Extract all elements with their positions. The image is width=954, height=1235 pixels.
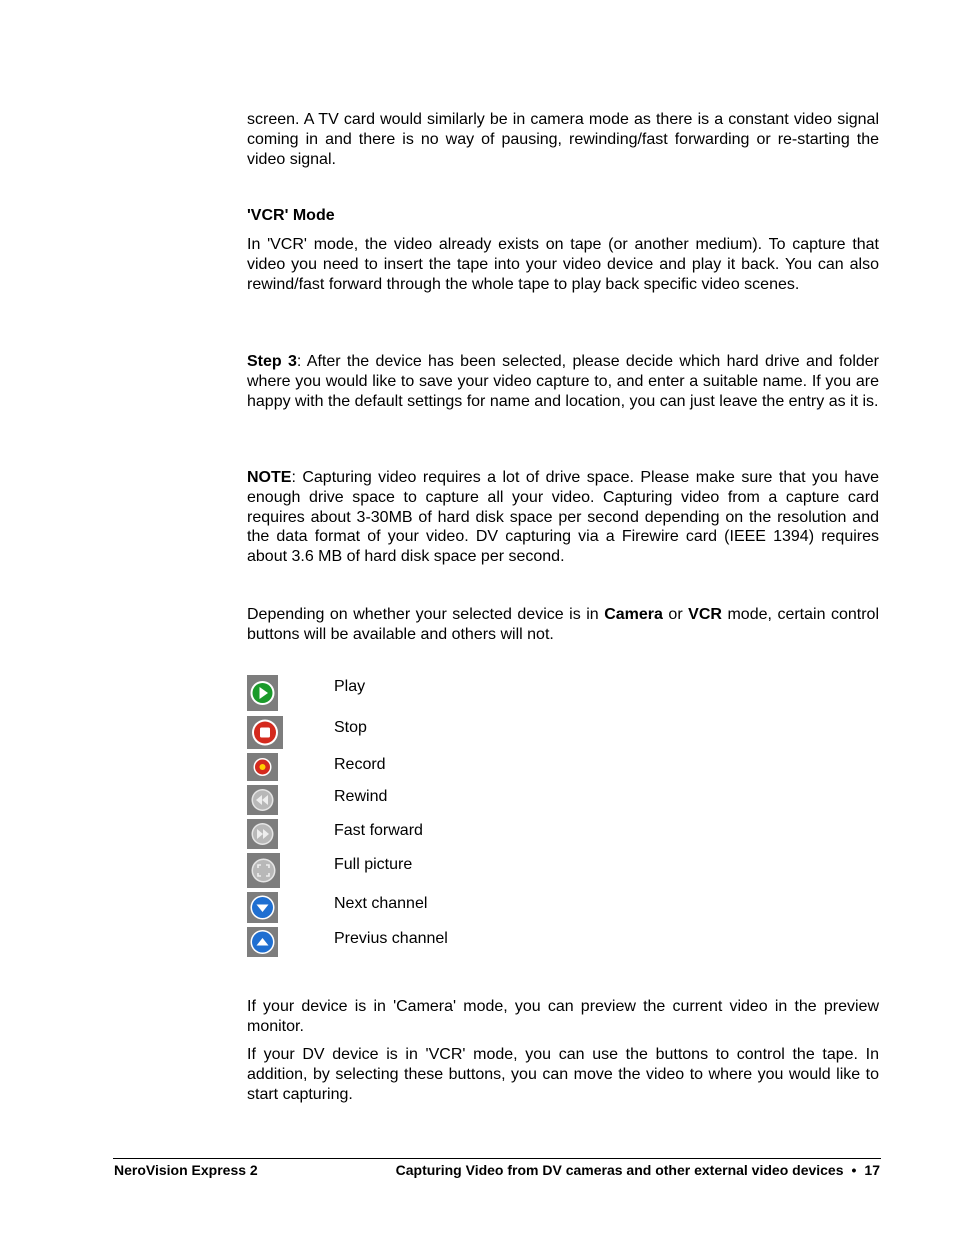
footer-chapter-title: Capturing Video from DV cameras and other external video devices [395, 1162, 844, 1178]
step3-text: : After the device has been selected, please decide which hard drive and folder where you would like to save your video capture to, and enter a suitable name. If you are happy with the default settings for name and location, you can just leave the entry as it is. [247, 353, 880, 410]
rewind-icon [247, 785, 278, 820]
full-picture-label: Full picture [334, 856, 413, 873]
previous-channel-icon [247, 927, 278, 962]
record-icon [247, 753, 278, 786]
footer-chapter [396, 1162, 880, 1178]
play-icon [247, 675, 278, 716]
footer-bullet: • [851, 1162, 857, 1178]
dv-vcr-paragraph: If your DV device is in 'VCR' mode, you can use the buttons to control the tape. In addition, by selecting these buttons, you can move the video to where you would like to start capturing. [247, 1046, 879, 1103]
intro-paragraph: screen. A TV card would similarly be in camera mode as there is a constant video signal coming in and there is no way of pausing, rewinding/fast forwarding or re-starting the video signal. [247, 111, 879, 168]
step3-paragraph [247, 352, 879, 411]
previous-channel-label: Previus channel [334, 930, 448, 947]
play-label: Play [334, 678, 366, 695]
next-channel-label: Next channel [334, 895, 428, 912]
full-picture-icon [247, 853, 280, 893]
depending-text-1: Depending on whether your selected device is in [247, 606, 605, 623]
note-label: NOTE [247, 469, 292, 486]
camera-mode-term: Camera [604, 606, 663, 623]
step3-label: Step 3 [247, 353, 297, 370]
footer-product-name: NeroVision Express 2 [114, 1162, 258, 1178]
depending-text-3: mode, certain control buttons will be available and others will not. [247, 606, 880, 643]
note-paragraph [247, 468, 879, 567]
vcr-mode-term: VCR [688, 606, 722, 623]
camera-mode-paragraph: If your device is in 'Camera' mode, you can preview the current video in the preview monitor. [247, 998, 879, 1035]
note-text: : Capturing video requires a lot of drive space. Please make sure that you have enough drive space to capture all your video. Capturing video from a capture card requires about 3-30MB of hard disk space per second depending on the resolution and the data format of your video. DV capturing via a Firewire card (IEEE 1394) requires about 3.6 MB of hard disk space per second. [247, 469, 879, 566]
vcr-mode-paragraph: In 'VCR' mode, the video already exists on tape (or another medium). To capture that video you need to insert the tape into your video device and play it back. You can also rewind/fast forward through the whole tape to play back specific video scenes. [247, 236, 879, 293]
stop-icon [247, 716, 283, 754]
footer-rule [113, 1158, 881, 1159]
depending-paragraph [247, 605, 879, 645]
rewind-label: Rewind [334, 788, 388, 805]
fast-forward-icon [247, 819, 278, 854]
depending-text-2: or [662, 606, 689, 623]
stop-label: Stop [334, 719, 367, 736]
fast-forward-label: Fast forward [334, 822, 423, 839]
record-label: Record [334, 756, 386, 773]
page-number: 17 [864, 1162, 880, 1178]
next-channel-icon [247, 892, 278, 928]
vcr-mode-heading: 'VCR' Mode [247, 207, 335, 224]
